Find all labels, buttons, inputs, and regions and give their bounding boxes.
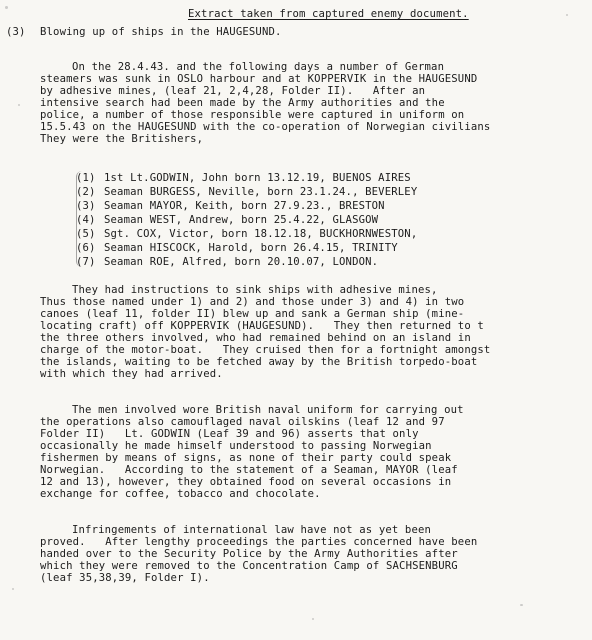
paragraph4-line: handed over to the Security Police by the Army Authorities after <box>40 548 458 560</box>
list-item-number: (4) <box>76 214 96 226</box>
paragraph2-line: with which they had arrived. <box>40 368 223 380</box>
paragraph1-line: by adhesive mines, (leaf 21, 2,4,28, Folder II). After an <box>40 85 426 97</box>
paragraph3-line: exchange for coffee, tobacco and chocolate. <box>40 488 321 500</box>
paragraph1-line: On the 28.4.43. and the following days a number of German <box>72 61 445 73</box>
paragraph4-line: (leaf 35,38,39, Folder I). <box>40 572 210 584</box>
paragraph2-line: They had instructions to sink ships with adhesive mines, <box>72 284 438 296</box>
paragraph1-line: 15.5.43 on the HAUGESUND with the co-operation of Norwegian civilians <box>40 121 491 133</box>
list-item-number: (3) <box>76 200 96 212</box>
paragraph3-line: 12 and 13), however, they obtained food on several occasions in <box>40 476 452 488</box>
document-heading: Extract taken from captured enemy document. <box>188 8 469 20</box>
list-item: Seaman WEST, Andrew, born 25.4.22, GLASGOW <box>104 214 379 226</box>
paragraph3-line: the operations also camouflaged naval oilskins (leaf 12 and 97 <box>40 416 445 428</box>
paragraph2-line: Thus those named under 1) and 2) and those under 3) and 4) in two <box>40 296 465 308</box>
paragraph3-line: occasionally he made himself understood to passing Norwegian <box>40 440 432 452</box>
section-number: (3) <box>6 26 26 38</box>
paragraph1-line: police, a number of those responsible were captured in uniform on <box>40 109 465 121</box>
list-item: Seaman HISCOCK, Harold, born 26.4.15, TRINITY <box>104 242 398 254</box>
list-item-number: (2) <box>76 186 96 198</box>
paragraph2-line: canoes (leaf 11, folder II) blew up and sank a German ship (mine- <box>40 308 465 320</box>
scan-speck <box>312 618 314 620</box>
list-item: Seaman ROE, Alfred, born 20.10.07, LONDON. <box>104 256 379 268</box>
list-item-number: (6) <box>76 242 96 254</box>
paragraph3-line: Folder II) Lt. GODWIN (Leaf 39 and 96) asserts that only <box>40 428 419 440</box>
scan-speck <box>18 104 20 106</box>
list-item: 1st Lt.GODWIN, John born 13.12.19, BUENOS AIRES <box>104 172 411 184</box>
list-item: Sgt. COX, Victor, born 18.12.18, BUCKHORNWESTON, <box>104 228 418 240</box>
list-item-number: (1) <box>76 172 96 184</box>
paragraph4-line: Infringements of international law have not as yet been <box>72 524 432 536</box>
paragraph1-line: They were the Britishers, <box>40 133 204 145</box>
section-title: Blowing up of ships in the HAUGESUND. <box>40 26 282 38</box>
paragraph4-line: proved. After lengthy proceedings the parties concerned have been <box>40 536 478 548</box>
scan-speck <box>520 604 523 606</box>
paragraph1-line: intensive search had been made by the Army authorities and the <box>40 97 445 109</box>
list-item: Seaman MAYOR, Keith, born 27.9.23., BRESTON <box>104 200 385 212</box>
list-item-number: (5) <box>76 228 96 240</box>
scan-speck <box>566 14 568 16</box>
scan-speck <box>12 588 14 590</box>
paragraph2-line: locating craft) off KOPPERVIK (HAUGESUND). They then returned to t <box>40 320 484 332</box>
paragraph4-line: which they were removed to the Concentration Camp of SACHSENBURG <box>40 560 458 572</box>
list-item: Seaman BURGESS, Neville, born 23.1.24., BEVERLEY <box>104 186 418 198</box>
paragraph2-line: the islands, waiting to be fetched away by the British torpedo-boat <box>40 356 478 368</box>
list-item-number: (7) <box>76 256 96 268</box>
scan-speck <box>5 6 8 9</box>
paragraph2-line: charge of the motor-boat. They cruised then for a fortnight amongst <box>40 344 491 356</box>
paragraph3-line: The men involved wore British naval uniform for carrying out <box>72 404 464 416</box>
paragraph1-line: steamers was sunk in OSLO harbour and at KOPPERVIK in the HAUGESUND <box>40 73 478 85</box>
paragraph3-line: fishermen by means of signs, as none of their party could speak <box>40 452 452 464</box>
paragraph2-line: the three others involved, who had remained behind on an island in <box>40 332 471 344</box>
paragraph3-line: Norwegian. According to the statement of a Seaman, MAYOR (leaf <box>40 464 458 476</box>
